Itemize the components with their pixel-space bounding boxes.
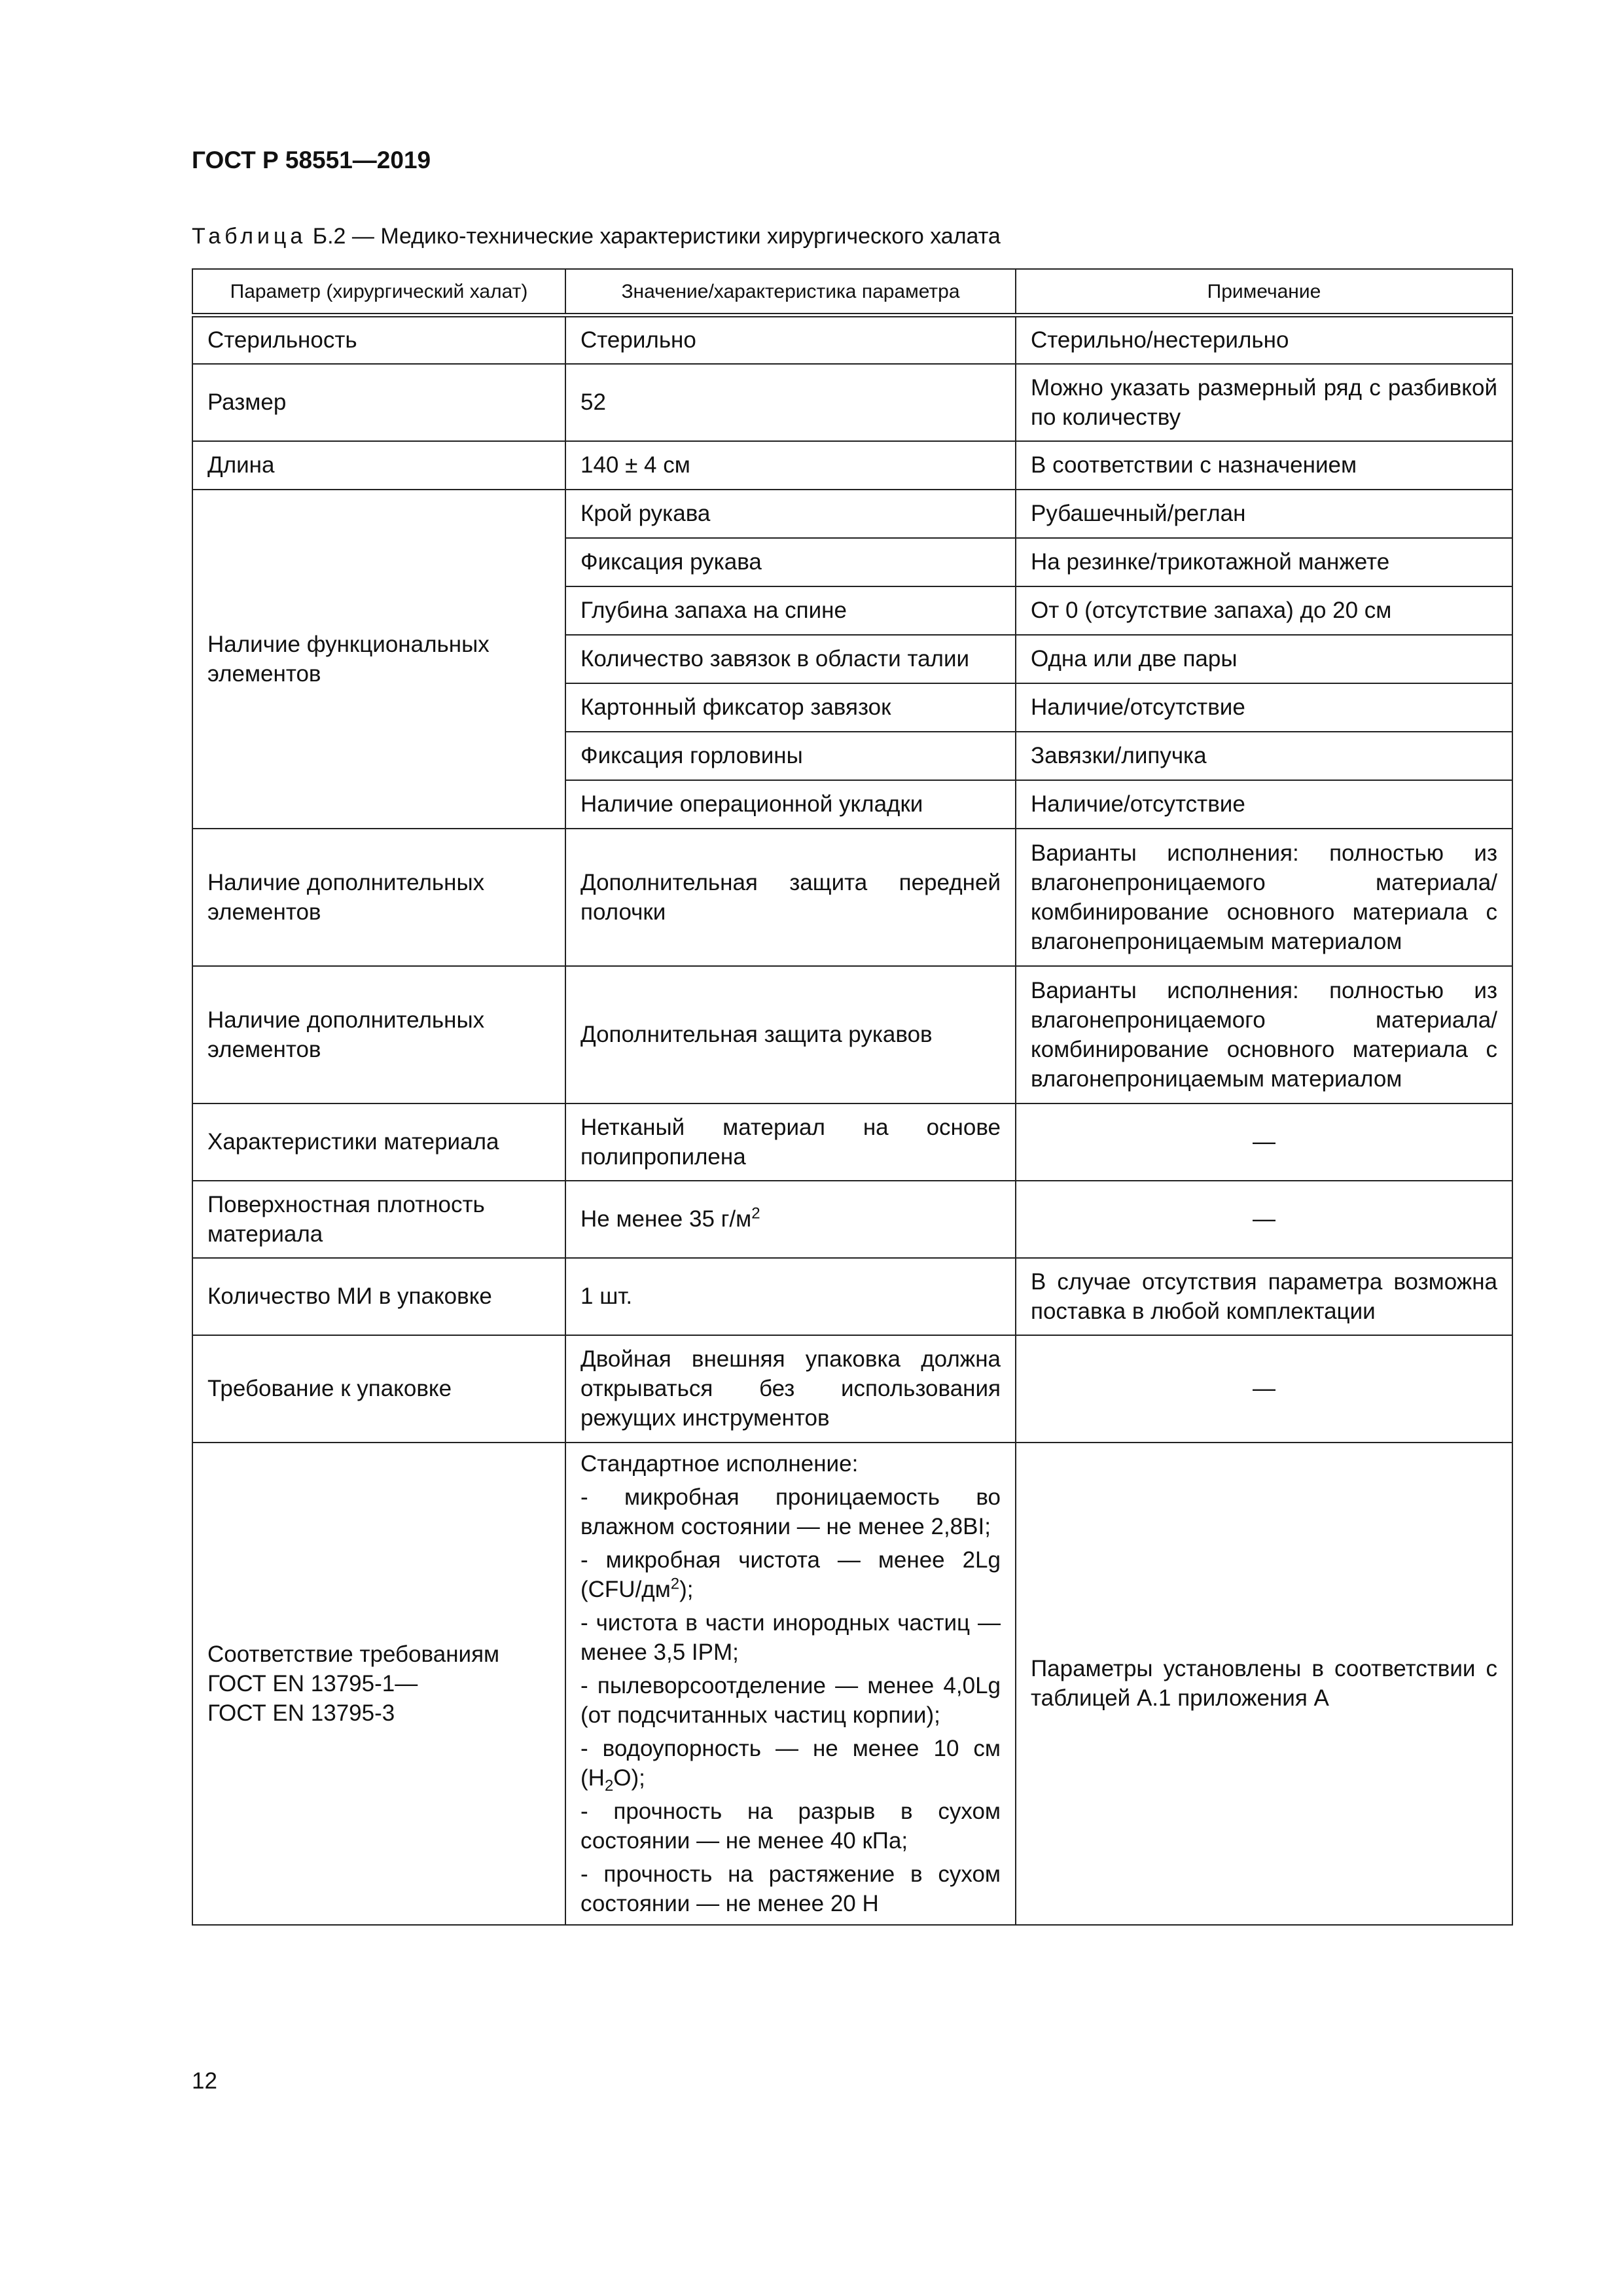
page-number: 12 bbox=[192, 2068, 217, 2094]
table-row bbox=[192, 966, 1512, 1103]
note-cell: — bbox=[1016, 1103, 1512, 1181]
note-cell: Наличие/отсутствие bbox=[1016, 780, 1512, 829]
param-cell: Наличие дополнительных элементов bbox=[192, 966, 565, 1103]
requirement-item: - прочность на растяжение в сухом состоянии — не менее 20 Н bbox=[580, 1861, 1001, 1916]
table-caption-label: Таблица bbox=[192, 224, 307, 249]
value-cell: 1 шт. bbox=[565, 1258, 1016, 1335]
param-line: ГОСТ EN 13795-3 bbox=[207, 1700, 395, 1726]
value-cell: Картонный фиксатор завязок bbox=[565, 683, 1016, 732]
param-cell: Наличие дополнительных элементов bbox=[192, 829, 565, 966]
value-cell: Дополнительная защита передней полочки bbox=[565, 829, 1016, 966]
requirement-item: - микробная проницаемость во влажном состоянии — не менее 2,8BI; bbox=[580, 1484, 1001, 1539]
table-row bbox=[192, 829, 1512, 966]
note-cell: Наличие/отсутствие bbox=[1016, 683, 1512, 732]
note-cell: Варианты исполнения: полностью из влагонепроницаемого материала/комбинирование основного материала с влагонепроницаемым материалом bbox=[1016, 829, 1512, 966]
value-cell: Глубина запаха на спине bbox=[565, 586, 1016, 635]
value-cell bbox=[565, 1181, 1016, 1258]
param-cell: Поверхностная плотность материала bbox=[192, 1181, 565, 1258]
requirement-item: - чистота в части инородных частиц — менее 3,5 IPM; bbox=[580, 1609, 1001, 1665]
param-line: ГОСТ EN 13795-1— bbox=[207, 1670, 418, 1696]
param-cell: Размер bbox=[192, 364, 565, 441]
requirement-item bbox=[580, 1545, 1001, 1604]
note-cell: От 0 (отсутствие запаха) до 20 см bbox=[1016, 586, 1512, 635]
requirement-item bbox=[580, 1734, 1001, 1793]
note-cell: Параметры установлены в соответствии с таблицей А.1 приложения А bbox=[1016, 1443, 1512, 1925]
value-cell: Стерильно bbox=[565, 315, 1016, 364]
table-row bbox=[192, 1443, 1512, 1925]
param-line: Соответствие требованиям bbox=[207, 1641, 500, 1667]
table-row bbox=[192, 441, 1512, 490]
table-caption bbox=[192, 224, 1001, 249]
table-row bbox=[192, 1103, 1512, 1181]
table-row bbox=[192, 490, 1512, 538]
value-cell: Фиксация горловины bbox=[565, 732, 1016, 780]
standard-designation: ГОСТ Р 58551—2019 bbox=[192, 147, 431, 173]
value-cell: Нетканый материал на основе полипропилена bbox=[565, 1103, 1016, 1181]
table-row bbox=[192, 1335, 1512, 1443]
column-header-note: Примечание bbox=[1016, 269, 1512, 315]
note-cell: — bbox=[1016, 1335, 1512, 1443]
table-header-row bbox=[192, 269, 1512, 315]
param-cell: Количество МИ в упаковке bbox=[192, 1258, 565, 1335]
param-cell: Стерильность bbox=[192, 315, 565, 364]
note-cell: В случае отсутствия параметра возможна поставка в любой комплектации bbox=[1016, 1258, 1512, 1335]
superscript: 2 bbox=[751, 1204, 760, 1223]
characteristics-table bbox=[192, 268, 1513, 1926]
value-cell: Наличие операционной укладки bbox=[565, 780, 1016, 829]
value-cell: Дополнительная защита рукавов bbox=[565, 966, 1016, 1103]
requirements-intro: Стандартное исполнение: bbox=[580, 1450, 859, 1477]
note-cell: На резинке/трикотажной манжете bbox=[1016, 538, 1512, 586]
requirement-text: O); bbox=[613, 1765, 645, 1791]
param-cell: Длина bbox=[192, 441, 565, 490]
value-text: Не менее 35 г/м bbox=[580, 1206, 752, 1232]
param-cell: Характеристики материала bbox=[192, 1103, 565, 1181]
param-cell bbox=[192, 1443, 565, 1925]
column-header-value: Значение/характеристика параметра bbox=[565, 269, 1016, 315]
column-header-parameter: Параметр (хирургический халат) bbox=[192, 269, 565, 315]
value-cell: Двойная внешняя упаковка должна открываться без использования режущих инструментов bbox=[565, 1335, 1016, 1443]
requirement-text: ); bbox=[679, 1576, 694, 1602]
table-row bbox=[192, 1258, 1512, 1335]
note-cell: В соответствии с назначением bbox=[1016, 441, 1512, 490]
param-cell: Наличие функциональных элементов bbox=[192, 490, 565, 829]
value-cell: Фиксация рукава bbox=[565, 538, 1016, 586]
param-cell: Требование к упаковке bbox=[192, 1335, 565, 1443]
note-cell: Варианты исполнения: полностью из влагонепроницаемого материала/комбинирование основного материала с влагонепроницаемым материалом bbox=[1016, 966, 1512, 1103]
requirement-text: - водоупорность — не менее 10 см (H bbox=[580, 1735, 1001, 1791]
table-caption-text: Б.2 — Медико-технические характеристики хирургического халата bbox=[306, 224, 1001, 249]
superscript: 2 bbox=[670, 1574, 680, 1592]
requirement-text: - микробная чистота — менее 2Lg (CFU/дм bbox=[580, 1547, 1001, 1602]
note-cell: Рубашечный/реглан bbox=[1016, 490, 1512, 538]
note-cell: Можно указать размерный ряд с разбивкой по количеству bbox=[1016, 364, 1512, 441]
note-cell: — bbox=[1016, 1181, 1512, 1258]
requirement-item: - прочность на разрыв в сухом состоянии — не менее 40 кПа; bbox=[580, 1798, 1001, 1854]
value-cell: Количество завязок в области талии bbox=[565, 635, 1016, 683]
value-cell: 52 bbox=[565, 364, 1016, 441]
value-cell bbox=[565, 1443, 1016, 1925]
note-cell: Завязки/липучка bbox=[1016, 732, 1512, 780]
value-cell: 140 ± 4 см bbox=[565, 441, 1016, 490]
requirement-item: - пылеворсоотделение — менее 4,0Lg (от подсчитанных частиц корпии); bbox=[580, 1672, 1001, 1728]
table-row bbox=[192, 315, 1512, 364]
table-row bbox=[192, 1181, 1512, 1258]
value-cell: Крой рукава bbox=[565, 490, 1016, 538]
table-row bbox=[192, 364, 1512, 441]
note-cell: Одна или две пары bbox=[1016, 635, 1512, 683]
subscript: 2 bbox=[604, 1776, 614, 1795]
note-cell: Стерильно/нестерильно bbox=[1016, 315, 1512, 364]
